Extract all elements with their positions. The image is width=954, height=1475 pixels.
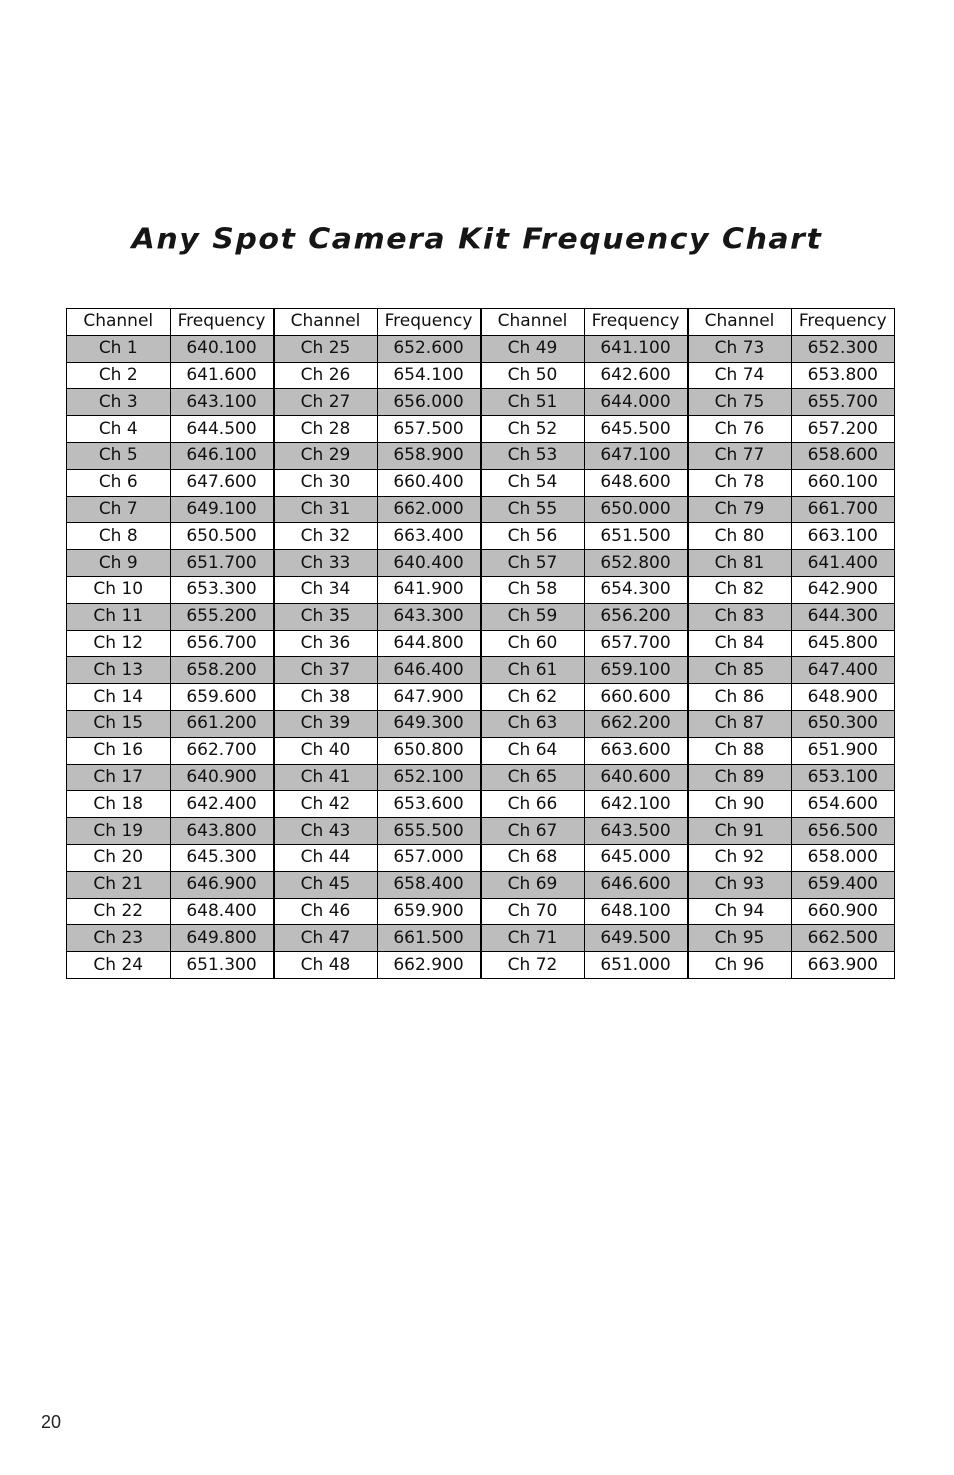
cell-frequency-4: 656.500 (791, 818, 895, 845)
cell-frequency-4: 663.100 (791, 523, 895, 550)
cell-channel-3: Ch 63 (481, 710, 585, 737)
table-row (67, 335, 895, 362)
cell-frequency-1: 646.100 (170, 442, 274, 469)
cell-channel-4: Ch 82 (688, 576, 792, 603)
cell-channel-1: Ch 14 (67, 684, 171, 711)
cell-frequency-2: 656.000 (377, 389, 481, 416)
table-row (67, 791, 895, 818)
cell-channel-1: Ch 8 (67, 523, 171, 550)
cell-channel-4: Ch 85 (688, 657, 792, 684)
cell-channel-1: Ch 16 (67, 737, 171, 764)
cell-channel-2: Ch 34 (274, 576, 378, 603)
cell-channel-4: Ch 83 (688, 603, 792, 630)
cell-frequency-2: 659.900 (377, 898, 481, 925)
cell-frequency-3: 652.800 (584, 550, 688, 577)
header-channel-4: Channel (688, 309, 792, 336)
table-header-row (67, 309, 895, 336)
cell-frequency-1: 647.600 (170, 469, 274, 496)
cell-channel-1: Ch 20 (67, 844, 171, 871)
table-row (67, 576, 895, 603)
cell-frequency-2: 641.900 (377, 576, 481, 603)
cell-frequency-2: 658.400 (377, 871, 481, 898)
table-row (67, 898, 895, 925)
cell-channel-2: Ch 36 (274, 630, 378, 657)
cell-frequency-3: 642.600 (584, 362, 688, 389)
cell-frequency-3: 641.100 (584, 335, 688, 362)
cell-frequency-2: 654.100 (377, 362, 481, 389)
cell-frequency-2: 649.300 (377, 710, 481, 737)
cell-frequency-3: 651.500 (584, 523, 688, 550)
cell-frequency-4: 663.900 (791, 952, 895, 979)
cell-channel-3: Ch 62 (481, 684, 585, 711)
cell-channel-3: Ch 70 (481, 898, 585, 925)
cell-frequency-2: 644.800 (377, 630, 481, 657)
header-frequency-2: Frequency (377, 309, 481, 336)
cell-frequency-3: 649.500 (584, 925, 688, 952)
cell-channel-4: Ch 95 (688, 925, 792, 952)
header-channel-2: Channel (274, 309, 378, 336)
cell-channel-2: Ch 30 (274, 469, 378, 496)
cell-frequency-1: 644.500 (170, 416, 274, 443)
table-row (67, 496, 895, 523)
cell-channel-3: Ch 55 (481, 496, 585, 523)
cell-frequency-3: 660.600 (584, 684, 688, 711)
cell-channel-4: Ch 87 (688, 710, 792, 737)
cell-frequency-2: 640.400 (377, 550, 481, 577)
table-row (67, 469, 895, 496)
cell-channel-1: Ch 6 (67, 469, 171, 496)
cell-frequency-4: 651.900 (791, 737, 895, 764)
cell-frequency-4: 653.800 (791, 362, 895, 389)
cell-channel-4: Ch 75 (688, 389, 792, 416)
cell-frequency-4: 660.900 (791, 898, 895, 925)
cell-channel-3: Ch 64 (481, 737, 585, 764)
cell-channel-1: Ch 3 (67, 389, 171, 416)
cell-channel-2: Ch 41 (274, 764, 378, 791)
cell-frequency-2: 660.400 (377, 469, 481, 496)
cell-channel-2: Ch 29 (274, 442, 378, 469)
page-title: Any Spot Camera Kit Frequency Chart (131, 222, 823, 257)
cell-channel-3: Ch 72 (481, 952, 585, 979)
cell-channel-3: Ch 65 (481, 764, 585, 791)
cell-channel-2: Ch 48 (274, 952, 378, 979)
table-row (67, 818, 895, 845)
cell-frequency-3: 646.600 (584, 871, 688, 898)
cell-frequency-3: 642.100 (584, 791, 688, 818)
table-row (67, 389, 895, 416)
cell-channel-2: Ch 43 (274, 818, 378, 845)
cell-frequency-2: 657.000 (377, 844, 481, 871)
cell-frequency-1: 661.200 (170, 710, 274, 737)
cell-channel-3: Ch 66 (481, 791, 585, 818)
cell-frequency-4: 645.800 (791, 630, 895, 657)
cell-channel-1: Ch 1 (67, 335, 171, 362)
cell-frequency-3: 645.500 (584, 416, 688, 443)
cell-channel-2: Ch 26 (274, 362, 378, 389)
table-row (67, 603, 895, 630)
cell-channel-4: Ch 94 (688, 898, 792, 925)
cell-channel-3: Ch 54 (481, 469, 585, 496)
table-row (67, 737, 895, 764)
cell-channel-4: Ch 78 (688, 469, 792, 496)
cell-channel-1: Ch 4 (67, 416, 171, 443)
cell-frequency-3: 663.600 (584, 737, 688, 764)
cell-frequency-4: 662.500 (791, 925, 895, 952)
cell-frequency-3: 654.300 (584, 576, 688, 603)
cell-frequency-1: 641.600 (170, 362, 274, 389)
cell-frequency-2: 652.100 (377, 764, 481, 791)
cell-channel-1: Ch 18 (67, 791, 171, 818)
cell-channel-1: Ch 9 (67, 550, 171, 577)
table-row (67, 630, 895, 657)
cell-channel-3: Ch 57 (481, 550, 585, 577)
cell-frequency-1: 650.500 (170, 523, 274, 550)
cell-frequency-2: 657.500 (377, 416, 481, 443)
cell-frequency-4: 654.600 (791, 791, 895, 818)
cell-frequency-1: 649.100 (170, 496, 274, 523)
cell-frequency-2: 658.900 (377, 442, 481, 469)
cell-frequency-4: 652.300 (791, 335, 895, 362)
cell-frequency-3: 648.100 (584, 898, 688, 925)
cell-channel-2: Ch 38 (274, 684, 378, 711)
page-number: 20 (41, 1412, 62, 1432)
cell-frequency-1: 648.400 (170, 898, 274, 925)
cell-frequency-2: 655.500 (377, 818, 481, 845)
cell-frequency-3: 657.700 (584, 630, 688, 657)
table-row (67, 657, 895, 684)
cell-frequency-1: 643.100 (170, 389, 274, 416)
cell-frequency-4: 644.300 (791, 603, 895, 630)
cell-frequency-4: 641.400 (791, 550, 895, 577)
cell-frequency-2: 662.000 (377, 496, 481, 523)
header-frequency-1: Frequency (170, 309, 274, 336)
cell-frequency-4: 647.400 (791, 657, 895, 684)
cell-channel-2: Ch 47 (274, 925, 378, 952)
cell-frequency-4: 648.900 (791, 684, 895, 711)
cell-frequency-3: 659.100 (584, 657, 688, 684)
cell-frequency-3: 650.000 (584, 496, 688, 523)
table-row (67, 362, 895, 389)
cell-channel-1: Ch 15 (67, 710, 171, 737)
cell-frequency-1: 642.400 (170, 791, 274, 818)
cell-frequency-1: 656.700 (170, 630, 274, 657)
cell-channel-1: Ch 23 (67, 925, 171, 952)
cell-frequency-3: 648.600 (584, 469, 688, 496)
table-row (67, 442, 895, 469)
cell-channel-2: Ch 32 (274, 523, 378, 550)
cell-frequency-4: 655.700 (791, 389, 895, 416)
cell-channel-4: Ch 76 (688, 416, 792, 443)
table-row (67, 952, 895, 979)
table-row (67, 416, 895, 443)
cell-channel-4: Ch 79 (688, 496, 792, 523)
cell-channel-2: Ch 45 (274, 871, 378, 898)
cell-frequency-2: 661.500 (377, 925, 481, 952)
cell-channel-2: Ch 28 (274, 416, 378, 443)
header-frequency-4: Frequency (791, 309, 895, 336)
header-frequency-3: Frequency (584, 309, 688, 336)
cell-frequency-4: 660.100 (791, 469, 895, 496)
cell-channel-3: Ch 68 (481, 844, 585, 871)
cell-channel-1: Ch 5 (67, 442, 171, 469)
table-row (67, 523, 895, 550)
cell-frequency-3: 651.000 (584, 952, 688, 979)
cell-channel-4: Ch 74 (688, 362, 792, 389)
cell-channel-3: Ch 71 (481, 925, 585, 952)
cell-channel-4: Ch 89 (688, 764, 792, 791)
cell-frequency-3: 644.000 (584, 389, 688, 416)
cell-channel-4: Ch 93 (688, 871, 792, 898)
cell-channel-4: Ch 84 (688, 630, 792, 657)
cell-channel-1: Ch 17 (67, 764, 171, 791)
cell-channel-2: Ch 27 (274, 389, 378, 416)
cell-frequency-3: 643.500 (584, 818, 688, 845)
cell-channel-4: Ch 80 (688, 523, 792, 550)
cell-frequency-2: 647.900 (377, 684, 481, 711)
cell-channel-4: Ch 77 (688, 442, 792, 469)
cell-frequency-3: 656.200 (584, 603, 688, 630)
cell-channel-1: Ch 24 (67, 952, 171, 979)
cell-frequency-2: 663.400 (377, 523, 481, 550)
cell-channel-4: Ch 73 (688, 335, 792, 362)
cell-channel-2: Ch 42 (274, 791, 378, 818)
cell-channel-3: Ch 61 (481, 657, 585, 684)
cell-channel-4: Ch 92 (688, 844, 792, 871)
cell-channel-1: Ch 12 (67, 630, 171, 657)
table-row (67, 871, 895, 898)
table-row (67, 844, 895, 871)
cell-channel-1: Ch 13 (67, 657, 171, 684)
cell-channel-4: Ch 90 (688, 791, 792, 818)
cell-frequency-4: 642.900 (791, 576, 895, 603)
cell-frequency-4: 653.100 (791, 764, 895, 791)
table-row (67, 684, 895, 711)
cell-frequency-4: 657.200 (791, 416, 895, 443)
cell-channel-1: Ch 11 (67, 603, 171, 630)
cell-frequency-1: 649.800 (170, 925, 274, 952)
cell-frequency-1: 643.800 (170, 818, 274, 845)
table-row (67, 710, 895, 737)
cell-channel-4: Ch 81 (688, 550, 792, 577)
cell-channel-4: Ch 86 (688, 684, 792, 711)
cell-frequency-1: 645.300 (170, 844, 274, 871)
cell-channel-3: Ch 59 (481, 603, 585, 630)
cell-frequency-2: 643.300 (377, 603, 481, 630)
cell-channel-1: Ch 19 (67, 818, 171, 845)
cell-frequency-1: 646.900 (170, 871, 274, 898)
cell-frequency-4: 658.000 (791, 844, 895, 871)
cell-frequency-4: 658.600 (791, 442, 895, 469)
cell-frequency-3: 640.600 (584, 764, 688, 791)
header-channel-1: Channel (67, 309, 171, 336)
cell-channel-1: Ch 10 (67, 576, 171, 603)
cell-channel-2: Ch 46 (274, 898, 378, 925)
cell-frequency-2: 650.800 (377, 737, 481, 764)
cell-frequency-2: 646.400 (377, 657, 481, 684)
table-row (67, 925, 895, 952)
cell-frequency-1: 651.300 (170, 952, 274, 979)
frequency-table (66, 308, 895, 979)
cell-channel-2: Ch 44 (274, 844, 378, 871)
cell-frequency-2: 653.600 (377, 791, 481, 818)
cell-channel-3: Ch 60 (481, 630, 585, 657)
cell-channel-3: Ch 58 (481, 576, 585, 603)
cell-channel-2: Ch 33 (274, 550, 378, 577)
cell-channel-3: Ch 67 (481, 818, 585, 845)
cell-channel-4: Ch 88 (688, 737, 792, 764)
cell-channel-3: Ch 56 (481, 523, 585, 550)
cell-channel-1: Ch 2 (67, 362, 171, 389)
cell-channel-2: Ch 39 (274, 710, 378, 737)
cell-frequency-1: 653.300 (170, 576, 274, 603)
cell-frequency-1: 655.200 (170, 603, 274, 630)
cell-channel-2: Ch 35 (274, 603, 378, 630)
cell-channel-4: Ch 96 (688, 952, 792, 979)
cell-frequency-1: 640.900 (170, 764, 274, 791)
table-row (67, 764, 895, 791)
cell-channel-2: Ch 25 (274, 335, 378, 362)
cell-frequency-1: 640.100 (170, 335, 274, 362)
cell-channel-1: Ch 7 (67, 496, 171, 523)
cell-frequency-1: 651.700 (170, 550, 274, 577)
cell-frequency-1: 658.200 (170, 657, 274, 684)
cell-channel-3: Ch 51 (481, 389, 585, 416)
cell-channel-3: Ch 50 (481, 362, 585, 389)
table-body (67, 335, 895, 978)
cell-channel-1: Ch 21 (67, 871, 171, 898)
cell-frequency-4: 661.700 (791, 496, 895, 523)
cell-frequency-4: 659.400 (791, 871, 895, 898)
cell-frequency-2: 652.600 (377, 335, 481, 362)
cell-channel-3: Ch 53 (481, 442, 585, 469)
cell-channel-4: Ch 91 (688, 818, 792, 845)
cell-frequency-2: 662.900 (377, 952, 481, 979)
table-row (67, 550, 895, 577)
cell-channel-2: Ch 31 (274, 496, 378, 523)
cell-channel-3: Ch 49 (481, 335, 585, 362)
cell-frequency-3: 647.100 (584, 442, 688, 469)
cell-frequency-3: 645.000 (584, 844, 688, 871)
header-channel-3: Channel (481, 309, 585, 336)
cell-frequency-1: 662.700 (170, 737, 274, 764)
cell-frequency-4: 650.300 (791, 710, 895, 737)
cell-channel-2: Ch 40 (274, 737, 378, 764)
cell-channel-3: Ch 69 (481, 871, 585, 898)
cell-channel-3: Ch 52 (481, 416, 585, 443)
cell-frequency-1: 659.600 (170, 684, 274, 711)
cell-channel-1: Ch 22 (67, 898, 171, 925)
cell-channel-2: Ch 37 (274, 657, 378, 684)
cell-frequency-3: 662.200 (584, 710, 688, 737)
